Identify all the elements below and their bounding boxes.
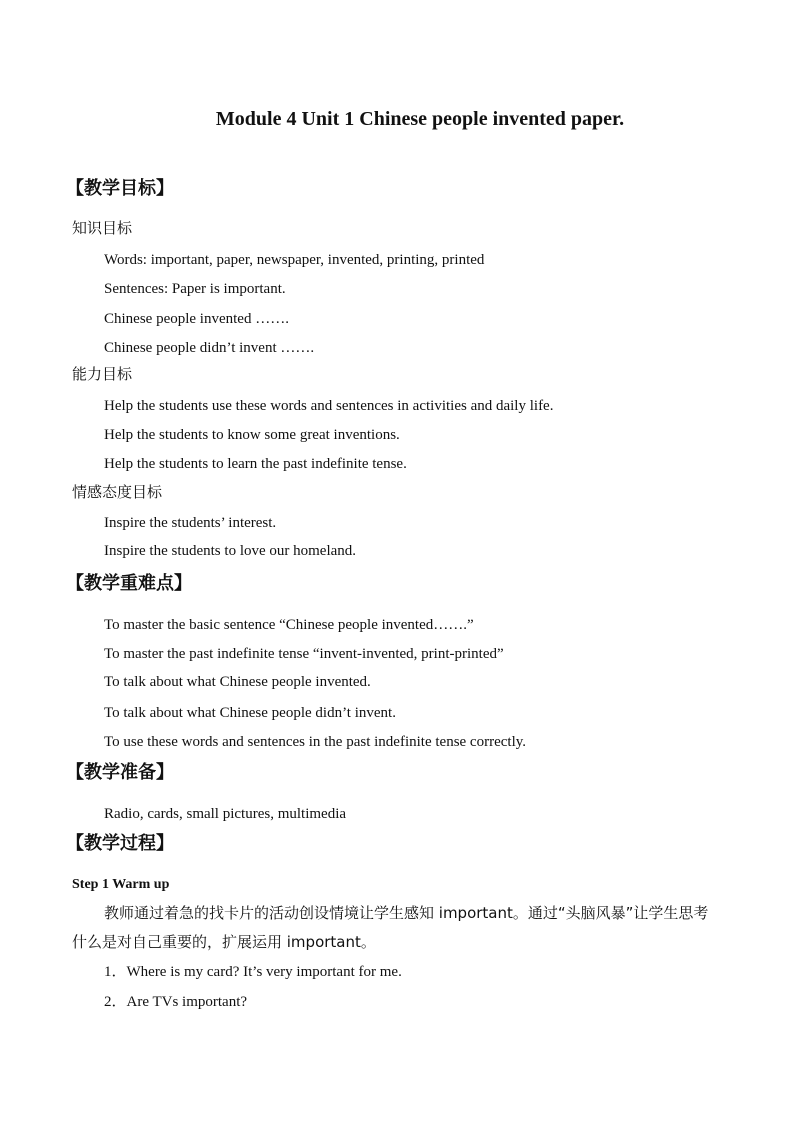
key-point-line-2: To master the past indefinite tense “invent-invented, print-printed”: [104, 646, 504, 662]
emotion-line-2: Inspire the students to love our homeland.: [104, 543, 357, 559]
preparation-line-1: Radio, cards, small pictures, multimedia: [104, 806, 347, 822]
subheading-ability: 能力目标: [72, 365, 133, 383]
step-1-item-1: 1．Where is my card? It’s very important for me.: [104, 964, 402, 980]
subheading-emotion: 情感态度目标: [72, 483, 163, 501]
section-heading-objectives: 【教学目标】: [66, 178, 174, 199]
key-point-line-3: To talk about what Chinese people invented.: [104, 674, 371, 690]
section-heading-preparation: 【教学准备】: [66, 762, 174, 783]
key-point-line-4: To talk about what Chinese people didn’t invent.: [104, 705, 396, 721]
knowledge-line-4: Chinese people didn’t invent …….: [104, 340, 315, 356]
knowledge-line-3: Chinese people invented …….: [104, 311, 289, 327]
page-title: Module 4 Unit 1 Chinese people invented paper.: [215, 108, 625, 130]
knowledge-line-2: Sentences: Paper is important.: [104, 281, 286, 297]
key-point-line-1: To master the basic sentence “Chinese people invented…….”: [104, 617, 474, 633]
subheading-knowledge: 知识目标: [72, 219, 133, 237]
section-heading-key-points: 【教学重难点】: [66, 573, 192, 594]
key-point-line-5: To use these words and sentences in the past indefinite tense correctly.: [104, 734, 527, 750]
section-heading-process: 【教学过程】: [66, 833, 174, 854]
step-1-paragraph-line-1: 教师通过着急的找卡片的活动创设情境让学生感知 important。通过“头脑风暴”让学生思考: [104, 904, 709, 922]
ability-line-1: Help the students use these words and sentences in activities and daily life.: [104, 398, 554, 414]
step-1-title: Step 1 Warm up: [72, 877, 170, 892]
knowledge-line-1: Words: important, paper, newspaper, invented, printing, printed: [104, 252, 485, 268]
step-1-paragraph-line-2: 什么是对自己重要的，扩展运用 important。: [72, 933, 376, 951]
step-1-item-2: 2．Are TVs important?: [104, 994, 248, 1010]
ability-line-3: Help the students to learn the past indefinite tense.: [104, 456, 407, 472]
ability-line-2: Help the students to know some great inventions.: [104, 427, 400, 443]
emotion-line-1: Inspire the students’ interest.: [104, 515, 277, 531]
